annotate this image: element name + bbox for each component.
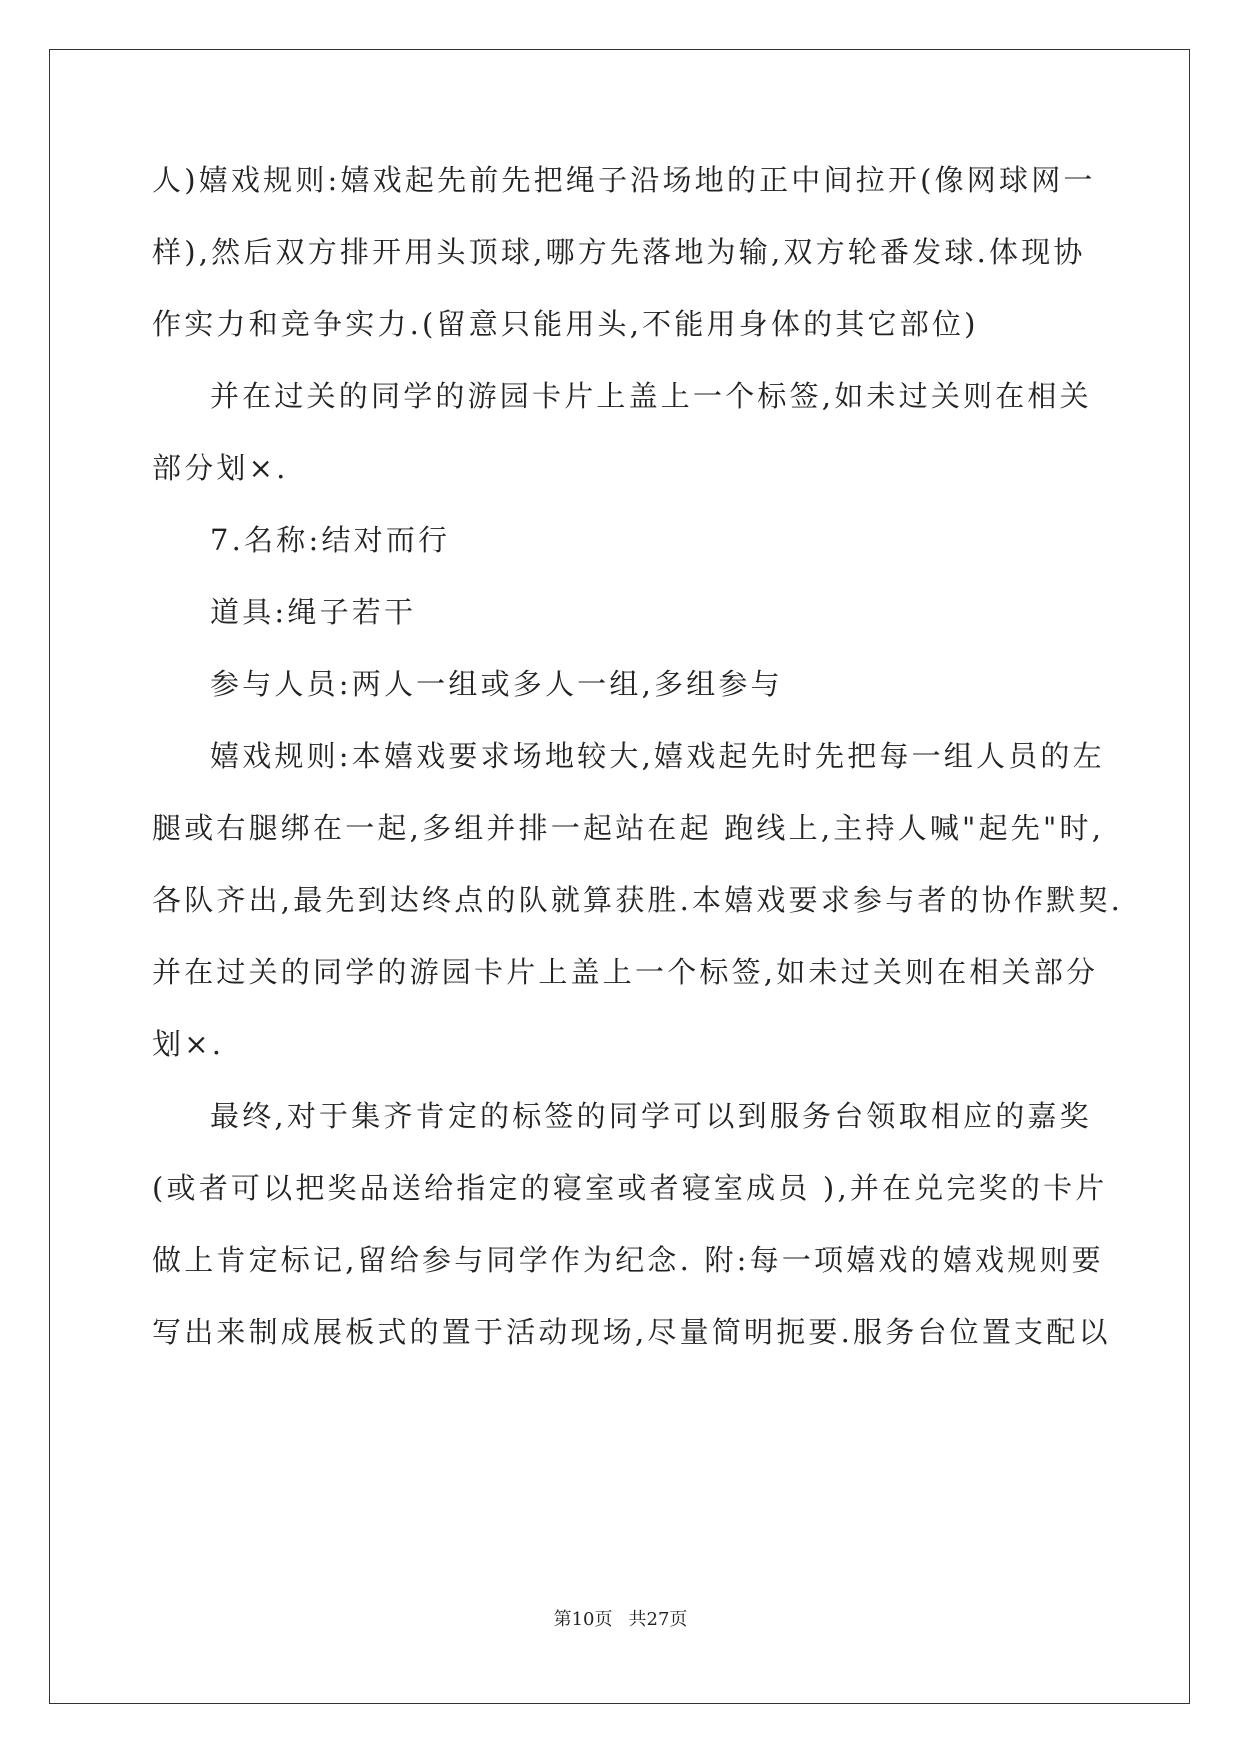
props-line: 道具:绳子若干 (210, 595, 417, 629)
text-line: 写出来制成展板式的置于活动现场,尽量简明扼要.服务台位置支配以 (152, 1315, 1111, 1349)
paragraph-line: 最终,对于集齐肯定的标签的同学可以到服务台领取相应的嘉奖 (210, 1099, 1092, 1133)
section-heading: 7.名称:结对而行 (210, 523, 451, 557)
page-footer (0, 1608, 1241, 1632)
text-line: 划×. (152, 1027, 225, 1061)
text-line: 各队齐出,最先到达终点的队就算获胜.本嬉戏要求参与者的协作默契. (152, 883, 1124, 917)
text-line: 样),然后双方排开用头顶球,哪方先落地为输,双方轮番发球.体现协 (152, 235, 1086, 269)
text-line: 人)嬉戏规则:嬉戏起先前先把绳子沿场地的正中间拉开(像网球网一 (152, 163, 1096, 197)
text-line: 作实力和竞争实力.(留意只能用头,不能用身体的其它部位) (152, 307, 979, 341)
text-line: 做上肯定标记,留给参与同学作为纪念. 附:每一项嬉戏的嬉戏规则要 (152, 1243, 1104, 1277)
paragraph-line: 并在过关的同学的游园卡片上盖上一个标签,如未过关则在相关 (210, 379, 1092, 413)
page-number: 第10页 (553, 1609, 613, 1630)
page-total: 共27页 (628, 1609, 688, 1630)
rules-line: 嬉戏规则:本嬉戏要求场地较大,嬉戏起先时先把每一组人员的左 (210, 739, 1105, 773)
text-line: 并在过关的同学的游园卡片上盖上一个标签,如未过关则在相关部分 (152, 955, 1099, 989)
page-border (49, 49, 1190, 1704)
text-line: (或者可以把奖品送给指定的寝室或者寝室成员 ),并在兑完奖的卡片 (152, 1171, 1108, 1205)
text-line: 腿或右腿绑在一起,多组并排一起站在起 跑线上,主持人喊"起先"时, (152, 811, 1105, 845)
text-line: 部分划×. (152, 451, 289, 485)
participants-line: 参与人员:两人一组或多人一组,多组参与 (210, 667, 783, 701)
